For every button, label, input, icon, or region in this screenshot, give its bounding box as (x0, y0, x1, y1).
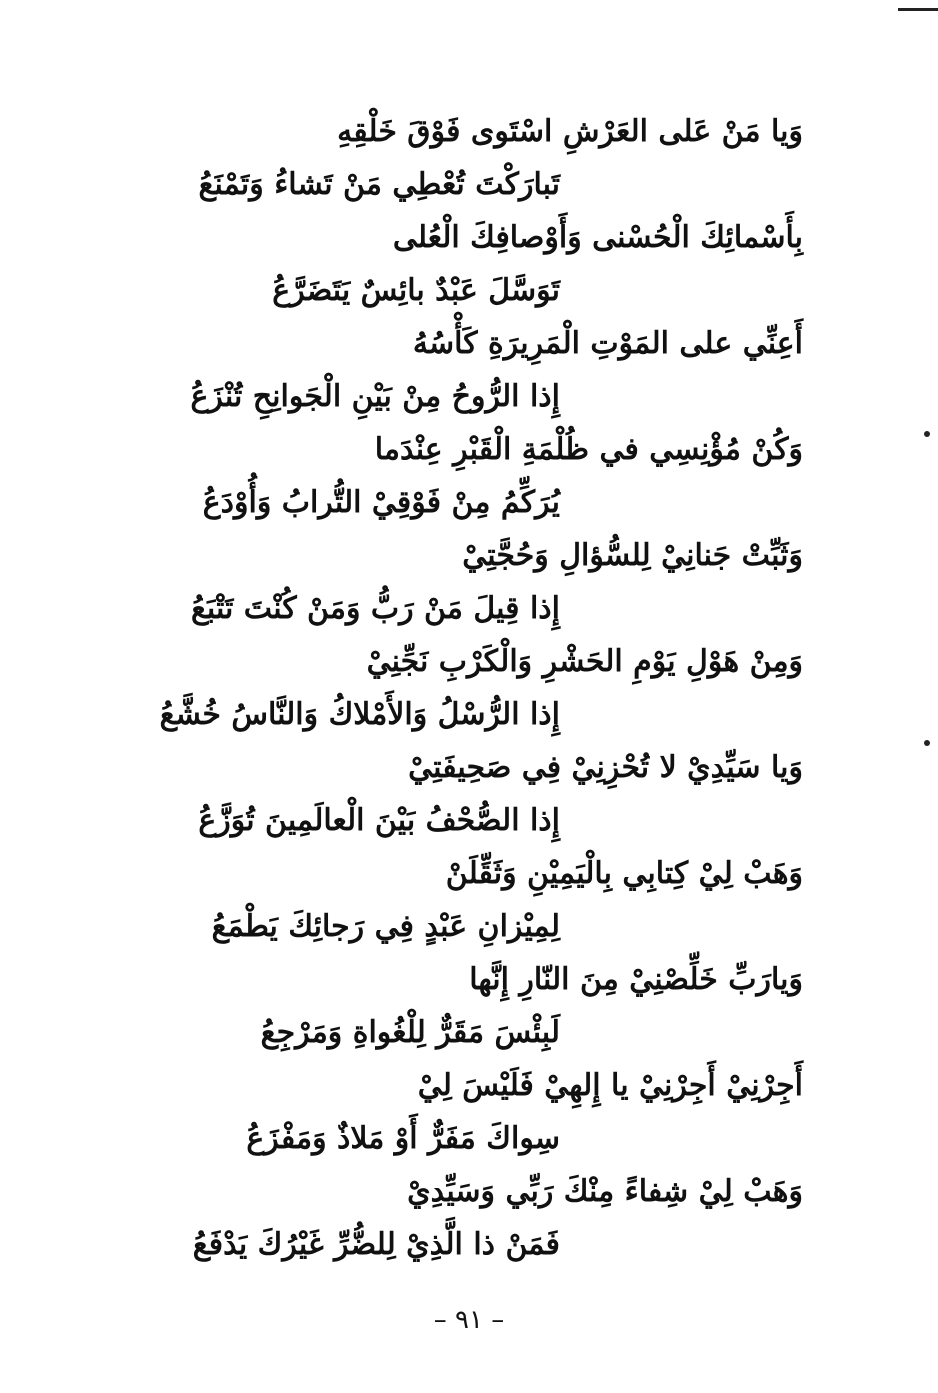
verse-line: وَمِنْ هَوْلِ يَوْمِ الحَشْرِ وَالْكَرْبِ نَجِّنِيْ (366, 644, 803, 679)
verse-line: فَمَنْ ذا الَّذِيْ لِلضُّرِّ غَيْرُكَ يَدْفَعُ (192, 1227, 560, 1262)
verse-line: بِأَسْمائِكَ الْحُسْنى وَأَوْصافِكَ الْعُلى (392, 220, 803, 255)
verse-line: أَعِنِّي على المَوْتِ الْمَرِيرَةِ كَأْسُهُ (412, 326, 803, 361)
verse-line: سِواكَ مَفَرٌّ أَوْ مَلاذٌ وَمَفْزَعُ (246, 1121, 560, 1156)
verse-line: يُرَكِّمُ مِنْ فَوْقِيْ التُّرابُ وَأُوْدَعُ (202, 485, 560, 520)
verse-line: إِذا قِيلَ مَنْ رَبُّ وَمَنْ كُنْتَ تَتْبَعُ (190, 591, 560, 626)
verse-line: تَبارَكْتَ تُعْطِي مَنْ تَشاءُ وَتَمْنَعُ (198, 167, 560, 202)
verse-line: وَهَبْ لِيْ كِتابِي بِالْيَمِيْنِ وَثَقِّلَنْ (445, 856, 803, 891)
verse-line: إِذا الرُّوحُ مِنْ بَيْنِ الْجَوانِحِ تُنْزَعُ (190, 379, 560, 414)
verse-line: وَثَبِّتْ جَنانِيْ لِلسُّؤالِ وَحُجَّتِيْ (462, 538, 803, 573)
verse-line: وَيارَبِّ خَلِّصْنِيْ مِنَ النّارِ إِنَّها (469, 962, 803, 997)
verse-line: إِذا الصُّحْفُ بَيْنَ الْعالَمِينَ تُوَزَّعُ (198, 803, 560, 838)
verse-line: لَبِئْسَ مَقَرٌّ لِلْغُواةِ وَمَرْجِعُ (260, 1015, 560, 1050)
verse-line: لِمِيْزانِ عَبْدٍ فِي رَجائِكَ يَطْمَعُ (211, 909, 560, 944)
verse-line: أَجِرْنِيْ أَجِرْنِيْ يا إِلهِيْ فَلَيْسَ لِيْ (417, 1068, 803, 1103)
page-number: – ٩١ – (433, 1305, 505, 1335)
verse-line: وَهَبْ لِيْ شِفاءً مِنْكَ رَبِّي وَسَيِّدِيْ (407, 1174, 803, 1209)
verse-line: وَيا سَيِّدِيْ لا تُحْزِنِيْ فِي صَحِيفَتِيْ (408, 750, 803, 785)
verse-line: إِذا الرُّسْلُ وَالأَمْلاكُ وَالنَّاسُ خُشَّعُ (159, 697, 560, 732)
verse-line: تَوَسَّلَ عَبْدٌ بائِسٌ يَتَضَرَّعُ (272, 273, 560, 308)
verse-line: وَيا مَنْ عَلى العَرْشِ اسْتَوى فَوْقَ خَلْقِهِ (337, 114, 803, 149)
verse-line: وَكُنْ مُؤْنِسِي في ظُلْمَةِ الْقَبْرِ عِنْدَما (374, 432, 803, 467)
